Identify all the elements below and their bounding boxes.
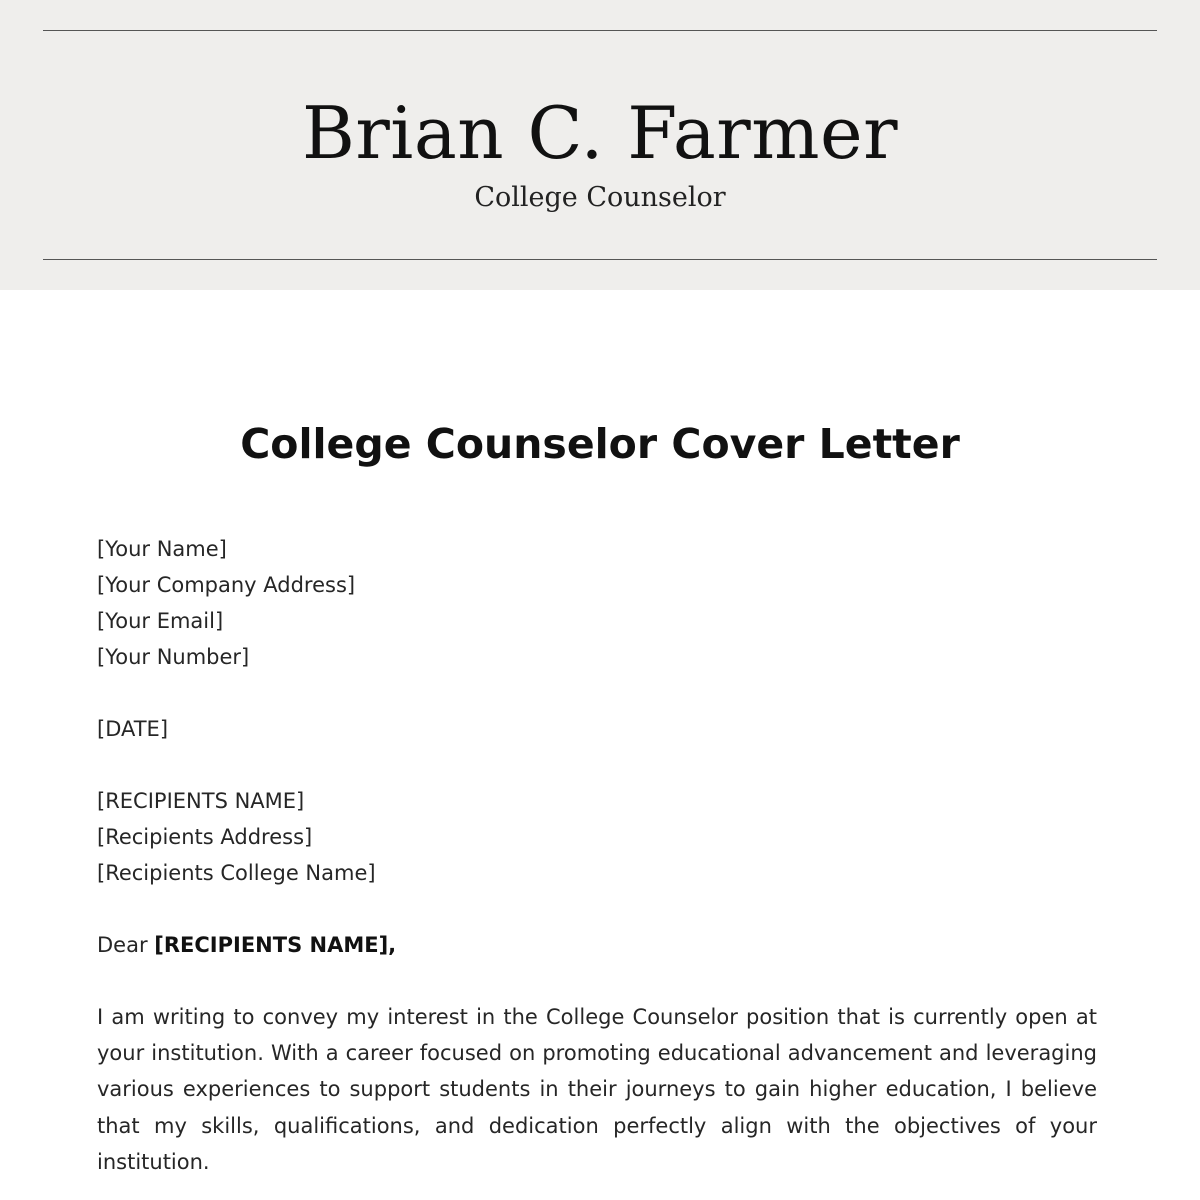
document-title: College Counselor Cover Letter — [240, 420, 960, 468]
recipient-name: [RECIPIENTS NAME] — [97, 789, 305, 813]
date-block — [97, 711, 1097, 747]
header-bottom-rule — [43, 259, 1157, 260]
sender-email: [Your Email] — [97, 609, 224, 633]
applicant-name: Brian C. Farmer — [301, 91, 899, 175]
sender-company-address: [Your Company Address] — [97, 573, 356, 597]
salutation-greeting: Dear — [97, 933, 155, 957]
header-top-rule — [43, 30, 1157, 31]
recipient-address: [Recipients Address] — [97, 825, 313, 849]
body-paragraph: I am writing to convey my interest in the College Counselor position that is currently open at your institution. With a career focused on promoting educational advancement and leveraging various experiences to support students in their journeys to gain higher education, I believe that my skills, qualifications, and dedication perfectly align with the objectives of your institution. — [97, 1005, 1097, 1174]
salutation-recipient-name: [RECIPIENTS NAME], — [154, 933, 397, 957]
recipient-block — [97, 783, 1097, 891]
sender-number: [Your Number] — [97, 645, 250, 669]
letter-date: [DATE] — [97, 717, 169, 741]
sender-block — [97, 531, 1097, 675]
recipient-college-name: [Recipients College Name] — [97, 861, 376, 885]
applicant-role: College Counselor — [474, 182, 726, 213]
header-band — [0, 0, 1200, 290]
sender-name: [Your Name] — [97, 537, 227, 561]
salutation — [97, 927, 1097, 963]
